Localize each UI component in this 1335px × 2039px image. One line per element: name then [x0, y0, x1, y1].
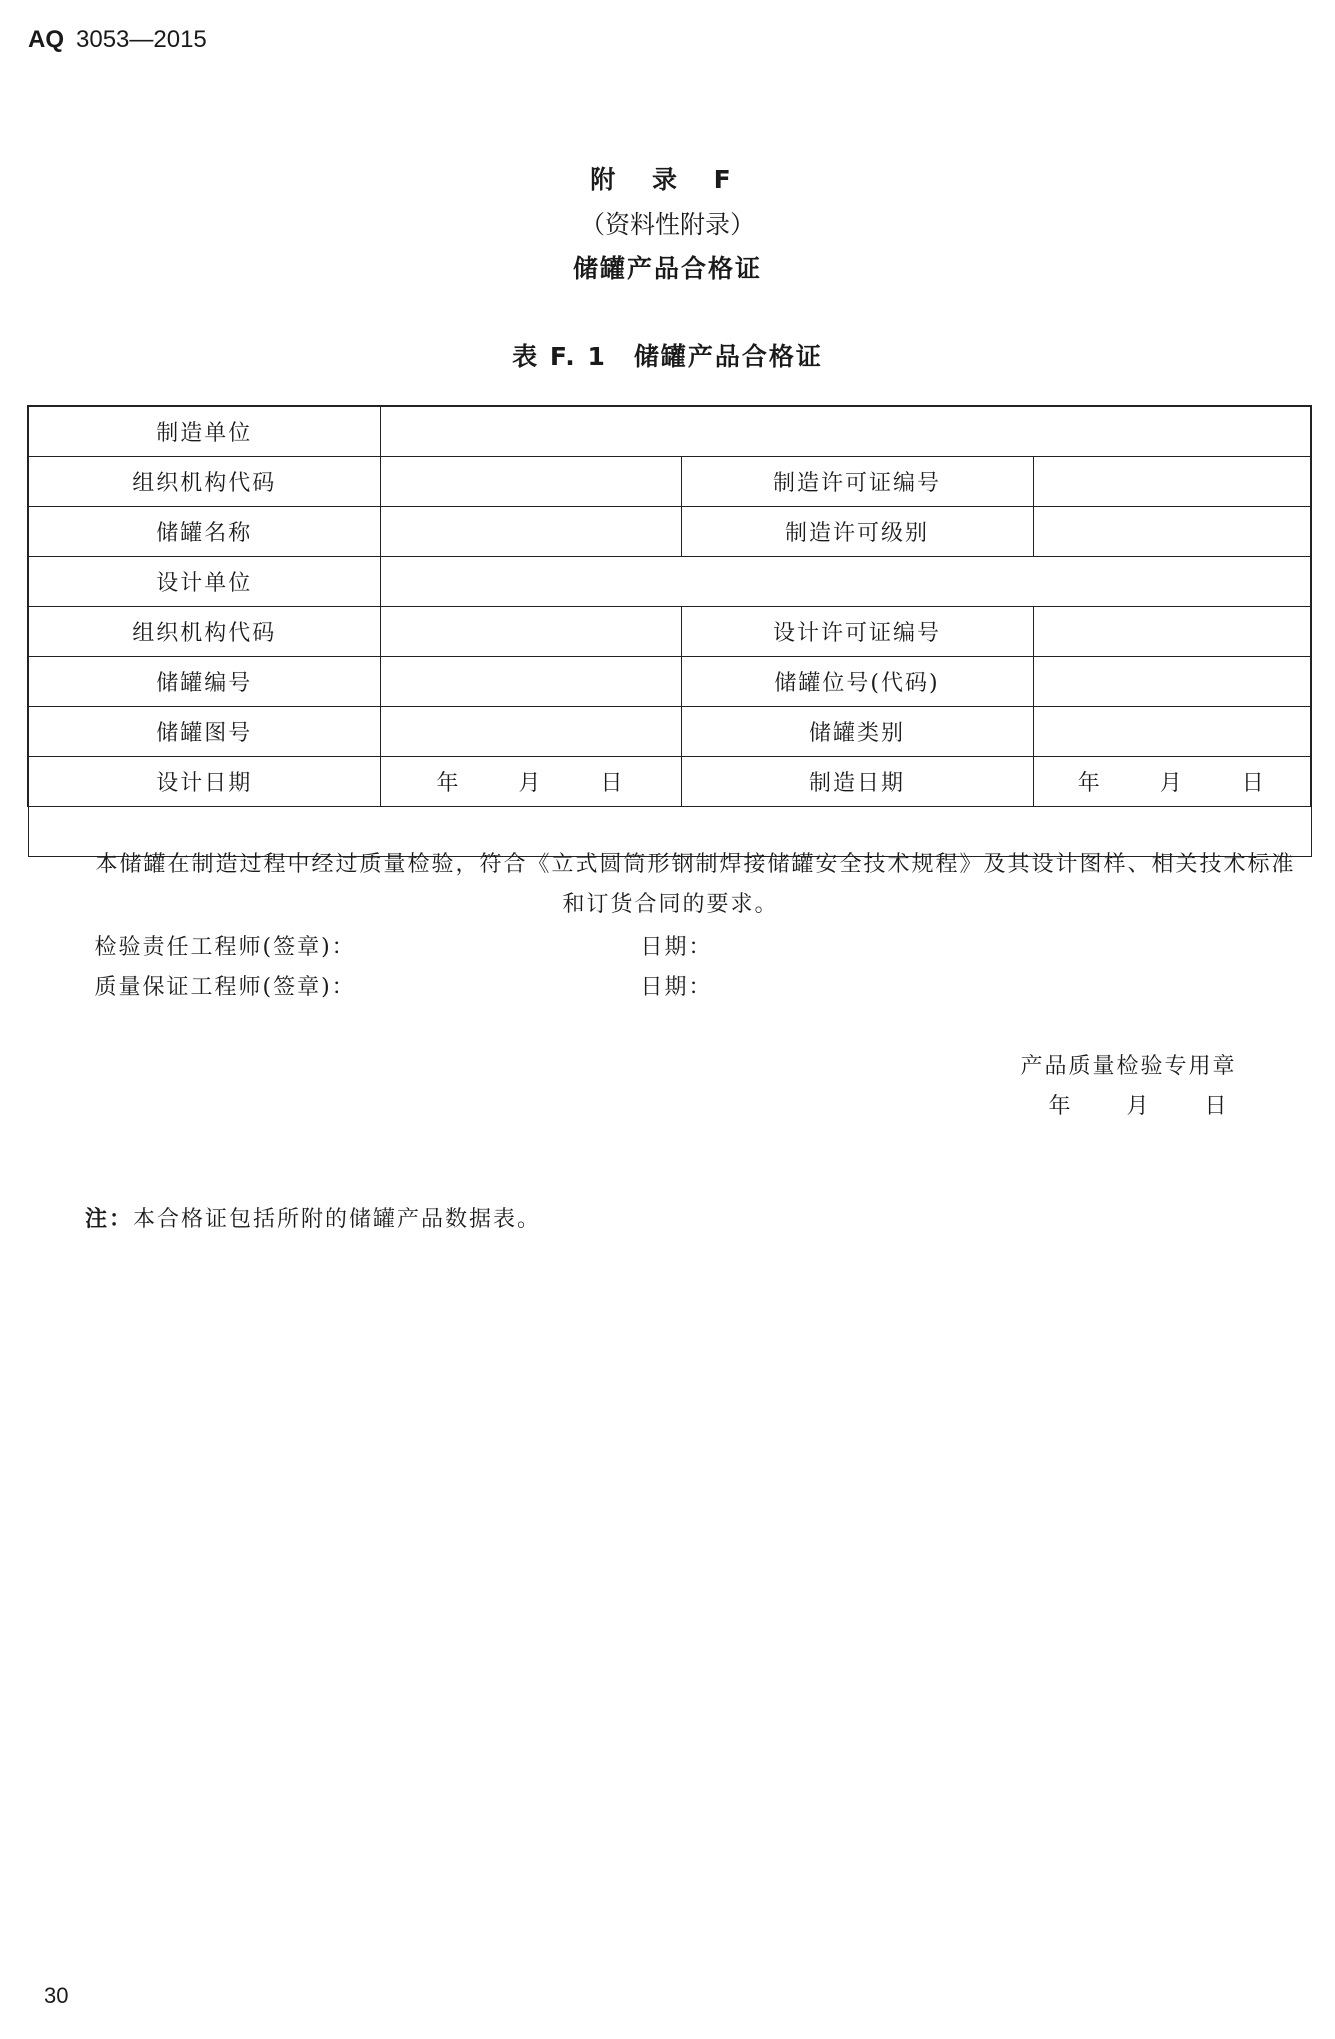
seal-label: 产品质量检验专用章: [1020, 1054, 1237, 1079]
month-label: 月: [518, 771, 543, 796]
footnote: [85, 1202, 541, 1233]
statement-text: 本储罐在制造过程中经过质量检验，符合《立式圆筒形钢制焊接储罐安全技术规程》及其设计图样、相关技术标准和订货合同的要求。: [95, 852, 1296, 917]
table-row: [28, 607, 1311, 657]
value-tank-name: [380, 507, 681, 557]
label-tank-no: 储罐编号: [28, 657, 380, 707]
certificate-table: [27, 405, 1312, 1119]
page-header: [28, 26, 207, 54]
standard-code: AQ: [28, 26, 64, 53]
inspector-date-label: 日期：: [640, 935, 713, 960]
value-design-unit: [380, 557, 1311, 607]
value-tank-position-no: [1033, 657, 1311, 707]
qa-signature-label: 质量保证工程师(签章)：: [94, 975, 356, 1000]
seal-year-label: 年: [1048, 1094, 1073, 1119]
value-org-code: [380, 457, 681, 507]
value-tank-category: [1033, 707, 1311, 757]
label-manufacturer-unit: 制造单位: [28, 406, 380, 457]
table-row: [28, 707, 1311, 757]
label-tank-position-no: 储罐位号(代码): [681, 657, 1033, 707]
month-label: 月: [1159, 771, 1184, 796]
table-row: [28, 507, 1311, 557]
day-label: 日: [1241, 771, 1266, 796]
label-mfg-license-level: 制造许可级别: [681, 507, 1033, 557]
label-mfg-license-no: 制造许可证编号: [681, 457, 1033, 507]
appendix-subtitle: （资料性附录）: [579, 210, 755, 239]
seal-day-label: 日: [1204, 1094, 1229, 1119]
label-design-license-no: 设计许可证编号: [681, 607, 1033, 657]
value-org-code-design: [380, 607, 681, 657]
value-manufacturer-unit: [380, 406, 1311, 457]
table-caption: 表 F. 1 储罐产品合格证: [512, 342, 823, 371]
day-label: 日: [600, 771, 625, 796]
value-design-date: [380, 757, 681, 807]
value-tank-no: [380, 657, 681, 707]
standard-number: 3053—2015: [76, 26, 207, 53]
table-row: [28, 807, 1311, 857]
year-label: 年: [1077, 771, 1102, 796]
table-row: [28, 557, 1311, 607]
seal-month-label: 月: [1126, 1094, 1151, 1119]
label-org-code-design: 组织机构代码: [28, 607, 380, 657]
label-tank-name: 储罐名称: [28, 507, 380, 557]
value-design-license-no: [1033, 607, 1311, 657]
inspector-signature-label: 检验责任工程师(签章)：: [94, 935, 356, 960]
statement-cell: [28, 807, 1311, 1119]
note-text: 本合格证包括所附的储罐产品数据表。: [133, 1207, 542, 1232]
table-row: [28, 457, 1311, 507]
value-tank-drawing-no: [380, 707, 681, 757]
label-mfg-date: 制造日期: [681, 757, 1033, 807]
label-tank-category: 储罐类别: [681, 707, 1033, 757]
qa-date-label: 日期：: [640, 975, 713, 1000]
appendix-name: 储罐产品合格证: [572, 254, 762, 283]
note-label: 注：: [85, 1207, 134, 1232]
table-row: [28, 657, 1311, 707]
table-row: [28, 757, 1311, 807]
page-number: 30: [44, 1983, 69, 2008]
value-mfg-license-no: [1033, 457, 1311, 507]
label-design-unit: 设计单位: [28, 557, 380, 607]
value-mfg-license-level: [1033, 507, 1311, 557]
label-design-date: 设计日期: [28, 757, 380, 807]
appendix-title: 附 录 F: [590, 165, 745, 194]
label-tank-drawing-no: 储罐图号: [28, 707, 380, 757]
year-label: 年: [436, 771, 461, 796]
table-row: [28, 406, 1311, 457]
value-mfg-date: [1033, 757, 1311, 807]
label-org-code: 组织机构代码: [28, 457, 380, 507]
